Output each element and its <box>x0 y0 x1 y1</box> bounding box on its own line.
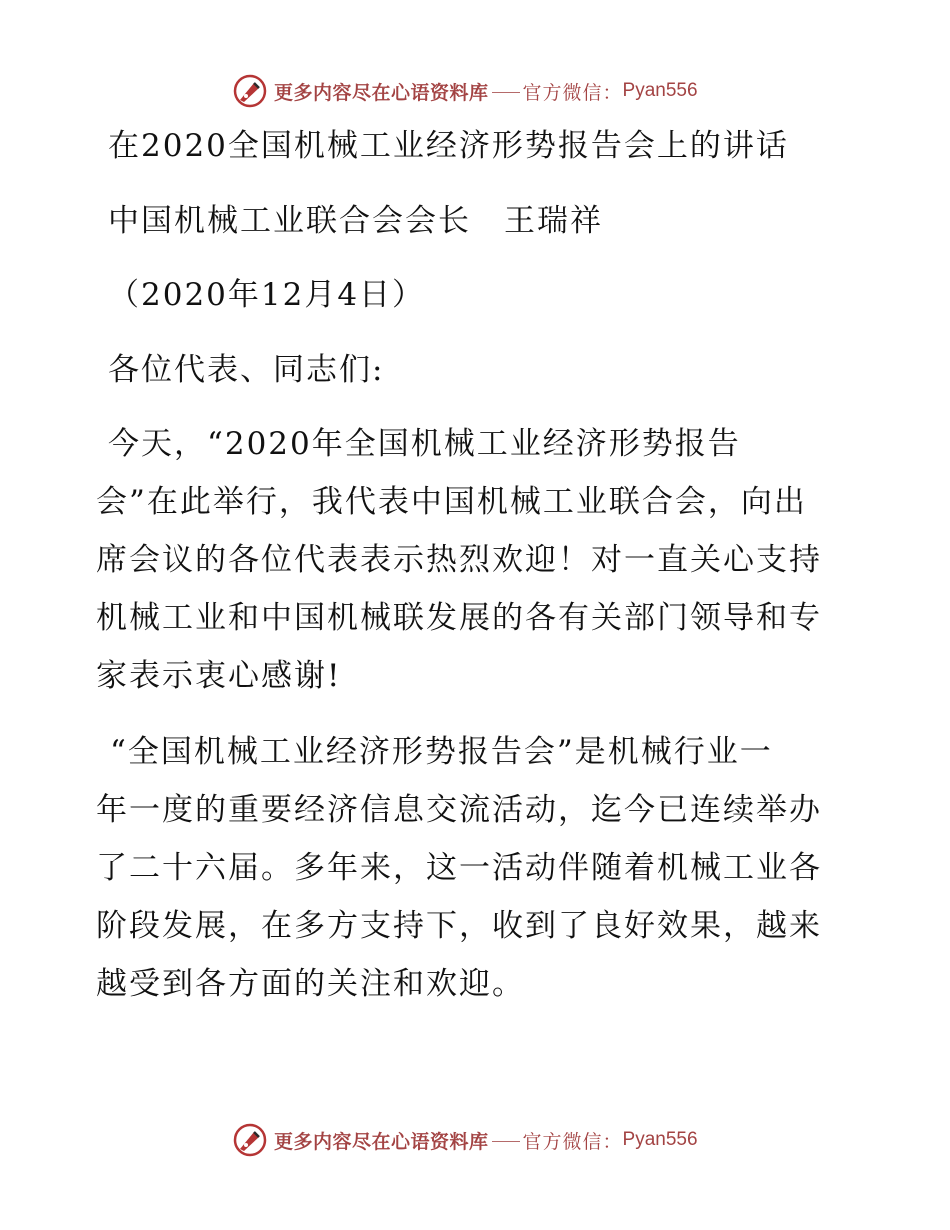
paragraph-2-line: “全国机械工业经济形势报告会”是机械行业一 <box>110 734 773 770</box>
paragraph-2-line: 了二十六届。多年来，这一活动伴随着机械工业各 <box>96 850 822 886</box>
paragraph-1-line: 会”在此举行，我代表中国机械工业联合会，向出 <box>96 484 807 520</box>
document-title: 在2020全国机械工业经济形势报告会上的讲话 <box>108 128 789 164</box>
banner-handle: Pyan556 <box>622 1129 698 1150</box>
banner-title: 更多内容尽在心语资料库 <box>274 1130 489 1153</box>
banner-org-label: 官方微信： <box>522 1130 623 1153</box>
paragraph-1-line: 机械工业和中国机械联发展的各有关部门领导和专 <box>96 600 822 636</box>
banner-divider <box>492 92 520 93</box>
header-banner <box>232 71 698 111</box>
paragraph-2-line: 越受到各方面的关注和欢迎。 <box>96 966 525 1002</box>
paragraph-1-line: 席会议的各位代表表示热烈欢迎！对一直关心支持 <box>96 542 822 578</box>
banner-handle: Pyan556 <box>622 80 698 101</box>
pen-nib-logo-icon <box>232 73 268 109</box>
footer-banner <box>232 1120 698 1160</box>
pen-nib-logo-icon <box>232 1122 268 1158</box>
speaker-line: 中国机械工业联合会会长 王瑞祥 <box>108 203 603 239</box>
date-line: （2020年12月4日） <box>108 277 426 313</box>
banner-org-label: 官方微信： <box>522 81 623 104</box>
paragraph-2-line: 年一度的重要经济信息交流活动，迄今已连续举办 <box>96 792 822 828</box>
paragraph-1-line: 家表示衷心感谢! <box>96 658 342 694</box>
paragraph-2-line: 阶段发展，在多方支持下，收到了良好效果，越来 <box>96 908 822 944</box>
banner-title: 更多内容尽在心语资料库 <box>274 81 489 104</box>
greeting: 各位代表、同志们: <box>108 352 385 388</box>
banner-divider <box>492 1141 520 1142</box>
paragraph-1-line: 今天，“2020年全国机械工业经济形势报告 <box>108 426 741 462</box>
